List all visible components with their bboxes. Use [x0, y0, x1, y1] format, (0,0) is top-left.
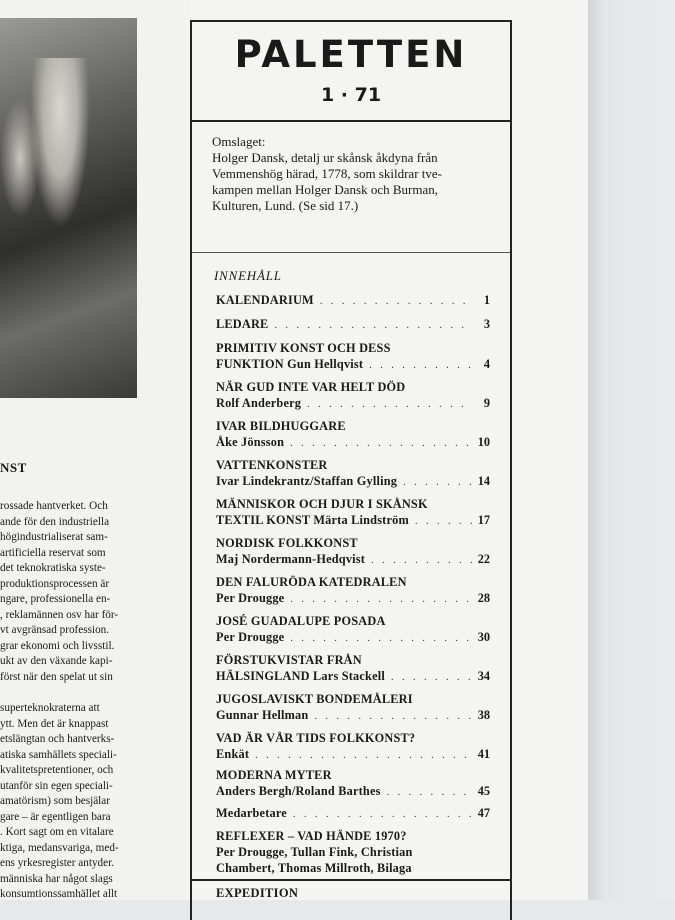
- contents-line: [216, 457, 490, 473]
- contents-entry[interactable]: [216, 574, 490, 606]
- dot-leader: [320, 294, 472, 310]
- contents-entry[interactable]: [216, 316, 490, 332]
- masthead: [192, 22, 510, 122]
- page-number: 14: [477, 474, 490, 488]
- entry-title: NORDISK FOLKKONST: [216, 536, 358, 550]
- body-text-line: ens yrkesregister antyder.: [0, 857, 115, 869]
- page-number: 3: [483, 317, 490, 331]
- entry-title: Åke Jönsson: [216, 435, 285, 449]
- cover-note-line: Kulturen, Lund. (Se sid 17.): [212, 198, 359, 213]
- body-text-line: ktiga, medansvariga, med-: [0, 841, 119, 854]
- body-text-line: ytt. Men det är knappast: [0, 717, 109, 730]
- entry-title: KALENDARIUM: [216, 293, 314, 307]
- section-divider: [192, 252, 510, 253]
- cover-note-line: Vemmenshög härad, 1778, som skildrar tve-: [212, 166, 442, 181]
- body-text-line: produktionsprocessen är: [0, 577, 110, 590]
- contents-line: [216, 473, 490, 489]
- cover-note-line: kampen mellan Holger Dansk och Burman,: [212, 182, 438, 197]
- entry-title: HÄLSINGLAND Lars Stackell: [216, 669, 385, 683]
- page-gutter: [178, 0, 190, 900]
- body-text-line: det teknokratiska syste-: [0, 562, 106, 574]
- entry-title: Maj Nordermann-Hedqvist: [216, 552, 366, 566]
- dot-leader: [403, 475, 472, 491]
- entry-title: JUGOSLAVISKT BONDEMÅLERI: [216, 692, 413, 706]
- contents-entry[interactable]: [216, 418, 490, 450]
- body-text-line: grar ekonomi och livsstil.: [0, 639, 115, 652]
- contents-entry[interactable]: [216, 457, 490, 489]
- contents-line: [216, 828, 490, 844]
- body-text-line: först när den spelat ut sin: [0, 670, 113, 683]
- entry-title: IVAR BILDHUGGARE: [216, 419, 346, 433]
- contents-line: [216, 590, 490, 606]
- contents-line: [216, 551, 490, 567]
- contents-line: [216, 434, 490, 450]
- entry-title: MODERNA MYTER: [216, 768, 332, 782]
- contents-line: [216, 746, 490, 762]
- body-text-line: etslängtan och hantverks-: [0, 733, 115, 745]
- cover-note: [212, 134, 502, 214]
- contents-line: [216, 629, 490, 645]
- body-text-line: kvalitetspretentioner, och: [0, 764, 114, 776]
- dot-leader: [314, 709, 472, 725]
- contents-line: [216, 668, 490, 684]
- body-text-line: superteknokraterna att: [0, 702, 100, 714]
- contents-entry[interactable]: [216, 496, 490, 528]
- contents-line: [216, 496, 490, 512]
- contents-entry[interactable]: [216, 292, 490, 308]
- dot-leader: [255, 748, 472, 764]
- page-number: 4: [483, 357, 490, 371]
- body-text-line: människa har något slags: [0, 872, 113, 885]
- contents-line: [216, 860, 490, 876]
- dot-leader: [290, 436, 472, 452]
- cover-note-line: Holger Dansk, detalj ur skånsk åkdyna från: [212, 150, 438, 165]
- entry-title: MÄNNISKOR OCH DJUR I SKÅNSK: [216, 497, 428, 511]
- entry-title: PRIMITIV KONST OCH DESS: [216, 341, 391, 355]
- page-number: 47: [477, 806, 490, 820]
- contents-line: [216, 707, 490, 723]
- contents-line: [216, 340, 490, 356]
- magazine-title: PALETTEN: [234, 33, 468, 76]
- body-text-line: vt avgränsad profession.: [0, 624, 110, 636]
- entry-title: JOSÉ GUADALUPE POSADA: [216, 614, 386, 628]
- dot-leader: [293, 807, 472, 823]
- contents-line: [216, 783, 490, 799]
- body-text-line: artificiella reservat som: [0, 546, 106, 559]
- contents-line: [216, 844, 490, 860]
- entry-title: NÄR GUD INTE VAR HELT DÖD: [216, 380, 406, 394]
- entry-title: TEXTIL KONST Märta Lindström: [216, 513, 409, 527]
- dot-leader: [307, 397, 472, 413]
- entry-title: Enkät: [216, 747, 250, 761]
- body-text-line: gare – är egentligen bara: [0, 810, 111, 823]
- page-number: 1: [483, 293, 490, 307]
- crowd-photo: [0, 18, 137, 398]
- body-text-line: konsumtionssamhället allt: [0, 888, 118, 900]
- body-text-line: atiska samhällets speciali-: [0, 748, 117, 761]
- body-text-line: amatörism) som besjälar: [0, 795, 110, 807]
- dot-leader: [387, 785, 472, 801]
- contents-entry[interactable]: [216, 691, 490, 723]
- body-text-line: [0, 685, 178, 701]
- dot-leader: [274, 318, 472, 334]
- page-number: 10: [477, 435, 490, 449]
- dot-leader: [391, 670, 472, 686]
- page-number: 9: [483, 396, 490, 410]
- contents-line: [216, 292, 490, 308]
- contents-line: [216, 356, 490, 372]
- entry-title: DEN FALURÖDA KATEDRALEN: [216, 575, 407, 589]
- entry-title: Gunnar Hellman: [216, 708, 309, 722]
- contents-line: [216, 691, 490, 707]
- contents-line: [216, 767, 490, 783]
- body-text-line: . Kort sagt om en vitalare: [0, 826, 114, 838]
- contents-entry[interactable]: [216, 652, 490, 684]
- entry-title: FÖRSTUKVISTAR FRÅN: [216, 653, 362, 667]
- page-number: 30: [477, 630, 490, 644]
- contents-entry[interactable]: [216, 613, 490, 645]
- issue-number: 1 · 71: [320, 84, 382, 106]
- page-number: 38: [477, 708, 490, 722]
- page-number: 17: [477, 513, 490, 527]
- left-page-text: [0, 499, 178, 900]
- contents-line: [216, 316, 490, 332]
- body-text-line: ngare, professionella en-: [0, 593, 111, 605]
- entry-title: REFLEXER – VAD HÄNDE 1970?: [216, 829, 407, 843]
- cover-note-label: Omslaget:: [212, 134, 266, 149]
- entry-title: LEDARE: [216, 317, 269, 331]
- entry-title: Chambert, Thomas Millroth, Bilaga: [216, 861, 412, 875]
- page-number: 34: [477, 669, 490, 683]
- body-text-line: utanför sin egen speciali-: [0, 779, 113, 792]
- contents-entry[interactable]: [216, 379, 490, 411]
- contents-entry[interactable]: [216, 730, 490, 762]
- dot-leader: [290, 592, 472, 608]
- contents-line: [216, 613, 490, 629]
- left-facing-page: [0, 0, 178, 900]
- entry-title: VATTENKONSTER: [216, 458, 328, 472]
- dot-leader: [369, 358, 472, 374]
- dot-leader: [371, 553, 472, 569]
- body-text-line: rossade hantverket. Och: [0, 500, 108, 512]
- body-text-line: ande för den industriella: [0, 515, 110, 528]
- dot-leader: [290, 631, 472, 647]
- contents-frame: [190, 20, 512, 920]
- contents-entry[interactable]: [216, 340, 490, 372]
- contents-line: [216, 805, 490, 821]
- entry-title: Per Drougge: [216, 591, 285, 605]
- contents-line: [216, 535, 490, 551]
- entry-title: Per Drougge, Tullan Fink, Christian: [216, 845, 413, 859]
- contents-entry[interactable]: [216, 805, 490, 821]
- contents-line: [216, 512, 490, 528]
- entry-title: Anders Bergh/Roland Barthes: [216, 784, 381, 798]
- body-text-line: ukt av den växande kapi-: [0, 655, 113, 667]
- expedition-bar: [192, 879, 510, 900]
- contents-line: [216, 418, 490, 434]
- contents-line: [216, 395, 490, 411]
- page-number: 28: [477, 591, 490, 605]
- dot-leader: [415, 514, 472, 530]
- contents-entry[interactable]: [216, 767, 490, 799]
- contents-entry[interactable]: [216, 828, 490, 876]
- contents-line: [216, 652, 490, 668]
- contents-entry[interactable]: [216, 535, 490, 567]
- left-page-heading: NST: [0, 460, 27, 475]
- entry-title: FUNKTION Gun Hellqvist: [216, 357, 364, 371]
- contents-line: [216, 379, 490, 395]
- body-text-line: , reklamännen osv har för-: [0, 608, 119, 621]
- entry-title: Per Drougge: [216, 630, 285, 644]
- entry-title: Ivar Lindekrantz/Staffan Gylling: [216, 474, 398, 488]
- entry-title: Medarbetare: [216, 806, 287, 820]
- entry-title: Rolf Anderberg: [216, 396, 302, 410]
- contents-line: [216, 574, 490, 590]
- entry-title: VAD ÄR VÅR TIDS FOLKKONST?: [216, 731, 416, 745]
- body-text-line: högindustrialiserat sam-: [0, 531, 108, 543]
- page-number: 41: [477, 747, 490, 761]
- contents-heading: INNEHÅLL: [214, 268, 282, 283]
- page-number: 22: [477, 552, 490, 566]
- page-edge-background: [588, 0, 675, 900]
- page-number: 45: [477, 784, 490, 798]
- contents-line: [216, 730, 490, 746]
- expedition-label: EXPEDITION: [216, 886, 299, 900]
